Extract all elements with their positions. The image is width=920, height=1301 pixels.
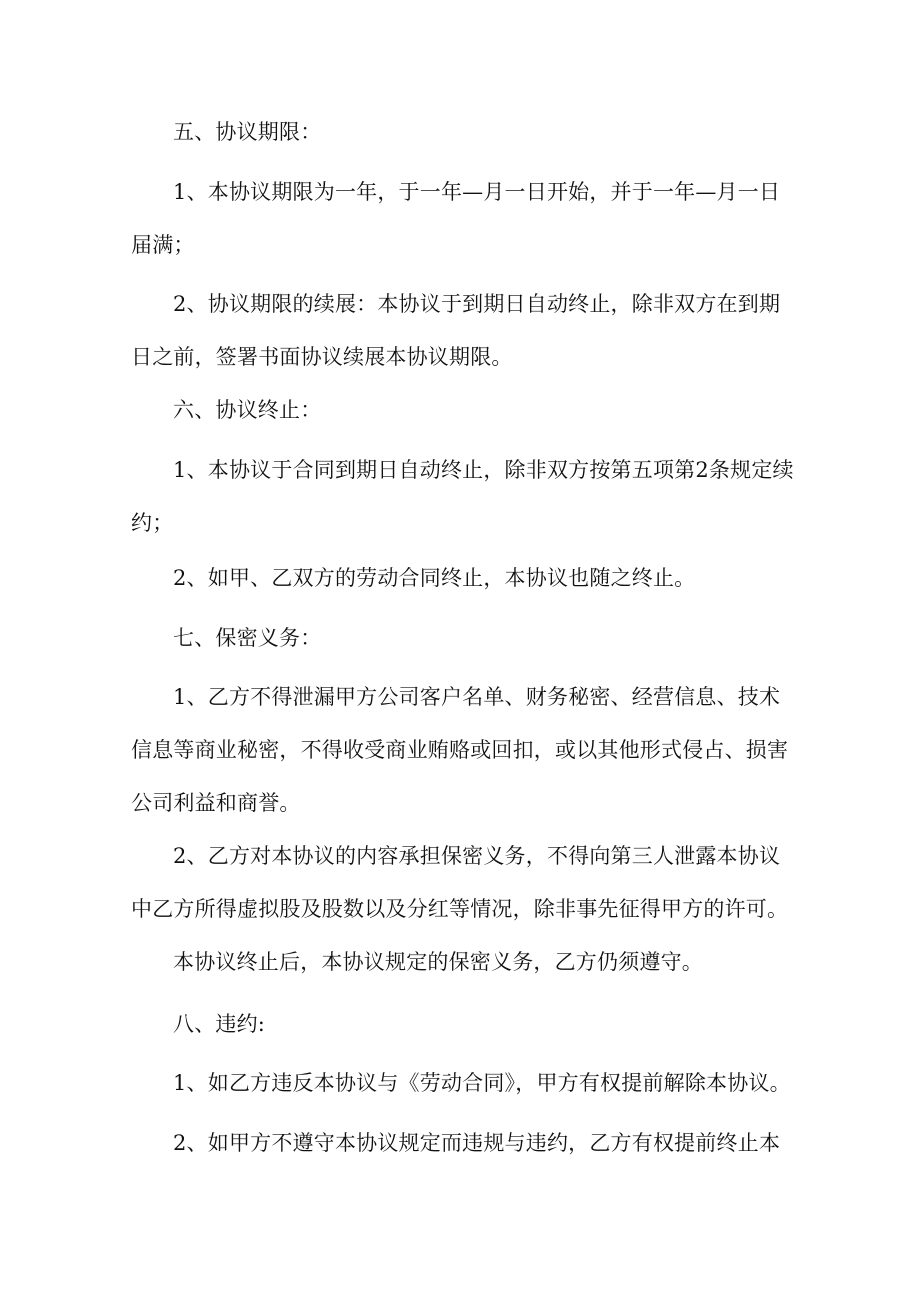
section-6-clause-1: 1、本协议于合同到期日自动终止，除非双方按第五项第2条规定续约；: [131, 458, 794, 535]
section-5-clause-1: 1、本协议期限为一年，于一年—月一日开始，并于一年—月一日届满；: [131, 180, 781, 257]
section-6-heading: 六、协议终止：: [173, 398, 322, 422]
section-8-clause-1: 1、如乙方违反本协议与《劳动合同》，甲方有权提前解除本协议。: [173, 1071, 791, 1095]
section-5-heading: 五、协议期限：: [173, 120, 322, 144]
section-7-clause-2: 2、乙方对本协议的内容承担保密义务，不得向第三人泄露本协议中乙方所得虚拟股及股数以及分红等情况，除非事先征得甲方的许可。: [131, 844, 789, 921]
section-8-heading: 八、违约:: [173, 1012, 266, 1036]
section-7-note: 本协议终止后，本协议规定的保密义务，乙方仍须遵守。: [173, 950, 703, 974]
section-8-clause-2: 2、如甲方不遵守本协议规定而违规与违约，乙方有权提前终止本: [173, 1131, 781, 1155]
section-5-clause-2: 2、协议期限的续展：本协议于到期日自动终止，除非双方在到期日之前，签署书面协议续展本协议期限。: [131, 292, 781, 369]
section-6-clause-2: 2、如甲、乙双方的劳动合同终止，本协议也随之终止。: [173, 566, 696, 590]
section-7-clause-1: 1、乙方不得泄漏甲方公司客户名单、财务秘密、经营信息、技术信息等商业秘密，不得收受商业贿赂或回扣，或以其他形式侵占、损害公司利益和商誉。: [131, 685, 789, 815]
section-7-heading: 七、保密义务：: [173, 626, 322, 650]
